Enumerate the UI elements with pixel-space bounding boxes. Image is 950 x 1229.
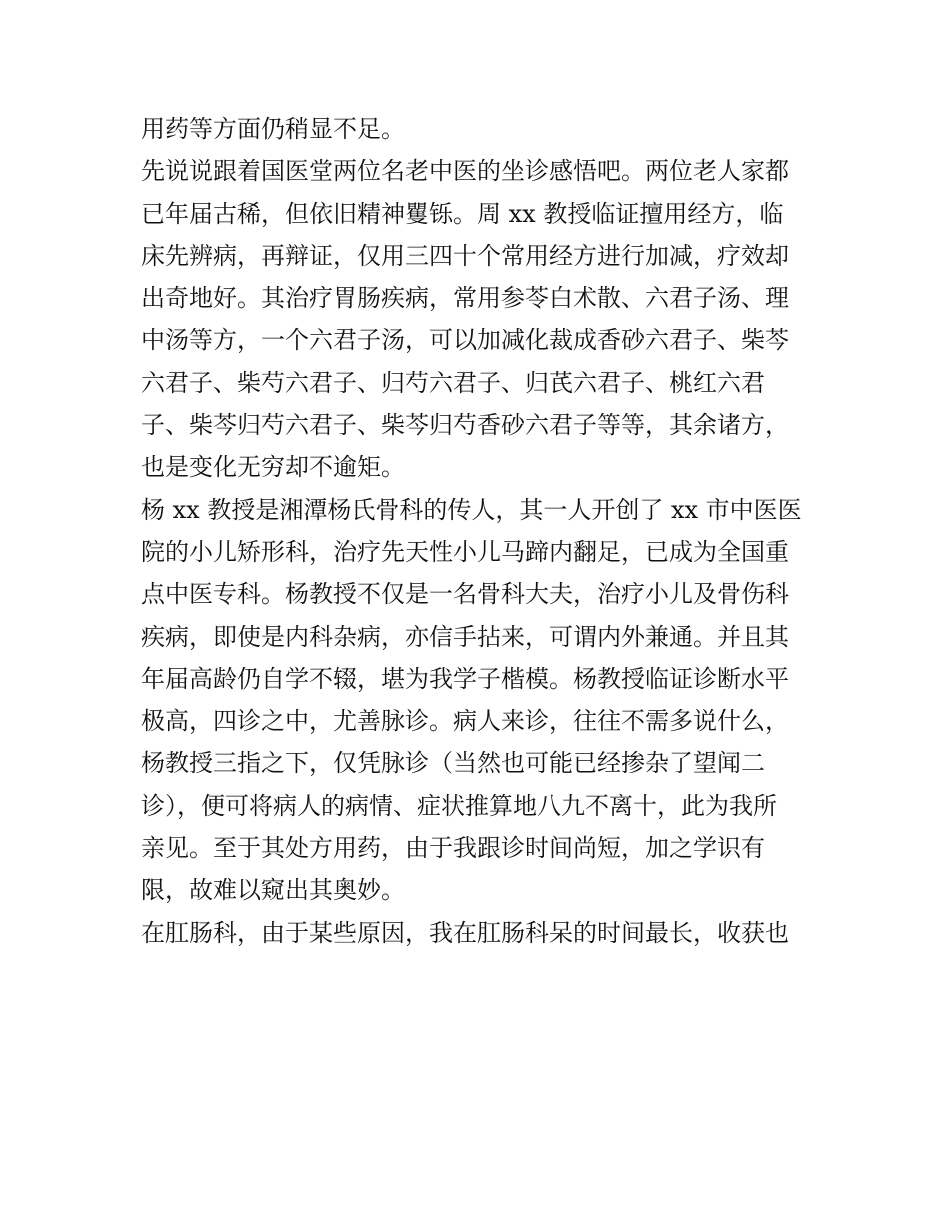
text-line-16: 杨教授三指之下，仅凭脉诊（当然也可能已经掺杂了望闻二 bbox=[141, 749, 765, 778]
text-line-10: 杨 xx 教授是湘潭杨氏骨科的传人，其一人开创了 xx 市中医医 bbox=[141, 495, 802, 524]
text-line-7: 六君子、柴芍六君子、归芍六君子、归芪六君子、桃红六君 bbox=[141, 368, 765, 397]
text-line-5: 出奇地好。其治疗胃肠疾病，常用参苓白术散、六君子汤、理 bbox=[141, 284, 789, 313]
text-line-12: 点中医专科。杨教授不仅是一名骨科大夫，治疗小儿及骨伤科 bbox=[141, 580, 789, 609]
text-line-9: 也是变化无穷却不逾矩。 bbox=[141, 453, 405, 482]
text-line-15: 极高，四诊之中，尤善脉诊。病人来诊，往往不需多说什么， bbox=[141, 707, 789, 736]
text-line-2: 先说说跟着国医堂两位名老中医的坐诊感悟吧。两位老人家都 bbox=[141, 157, 789, 186]
body-text bbox=[141, 108, 811, 954]
text-line-17: 诊），便可将病人的病情、症状推算地八九不离十，此为我所 bbox=[141, 791, 777, 820]
text-line-19: 限，故难以窥出其奥妙。 bbox=[141, 876, 405, 905]
text-line-14: 年届高龄仍自学不辍，堪为我学子楷模。杨教授临证诊断水平 bbox=[141, 664, 789, 693]
text-line-18: 亲见。至于其处方用药，由于我跟诊时间尚短，加之学识有 bbox=[141, 834, 765, 863]
text-line-6: 中汤等方，一个六君子汤，可以加减化裁成香砂六君子、柴芩 bbox=[141, 326, 789, 355]
text-line-13: 疾病，即使是内科杂病，亦信手拈来，可谓内外兼通。并且其 bbox=[141, 622, 789, 651]
text-line-1: 用药等方面仍稍显不足。 bbox=[141, 115, 405, 143]
text-line-4: 床先辨病，再辩证，仅用三四十个常用经方进行加减，疗效却 bbox=[141, 241, 789, 270]
text-line-8: 子、柴芩归芍六君子、柴芩归芍香砂六君子等等，其余诸方， bbox=[141, 411, 789, 440]
text-line-11: 院的小儿矫形科，治疗先天性小儿马蹄内翻足，已成为全国重 bbox=[141, 537, 789, 566]
text-line-3: 已年届古稀，但依旧精神矍铄。周 xx 教授临证擅用经方，临 bbox=[141, 199, 784, 228]
text-line-20: 在肛肠科，由于某些原因，我在肛肠科呆的时间最长，收获也 bbox=[141, 918, 789, 947]
